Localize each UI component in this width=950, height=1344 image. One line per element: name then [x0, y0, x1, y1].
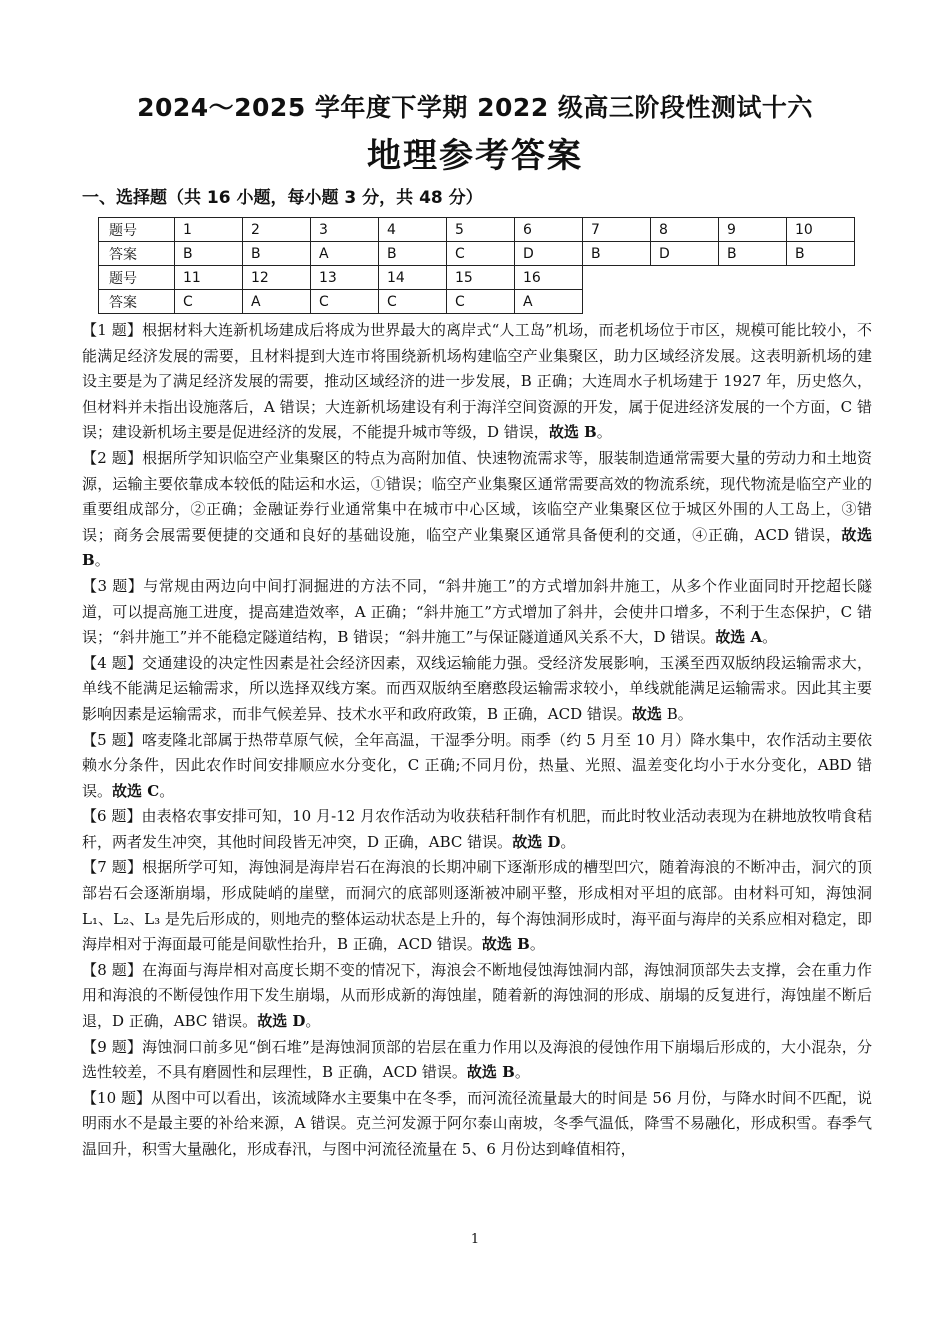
answer-cell: C	[447, 242, 515, 266]
empty-cell	[583, 290, 651, 314]
empty-cell	[719, 266, 787, 290]
answer-cell: A	[515, 290, 583, 314]
explanation-paragraph: 【1 题】根据材料大连新机场建成后将成为世界最大的离岸式“人工岛”机场，而老机场位于市区，规模可能比较小，不能满足经济发展的需要，且材料提到大连市将围绕新机场构建临空产业集聚区，助力区域经济发展。这表明新机场的建设主要是为了满足经济发展的需要，推动区域经济的进一步发展，B 正确；大连周水子机场建于 1927 年，历史悠久，但材料并未指出设施落后，A 错误；大连新机场建设有利于海洋空间资源的开发，属于促进经济发展的一个方面，C 错误；建设新机场主要是促进经济的发展，不能提升城市等级，D 错误，故选 B。	[82, 321, 872, 442]
table-row	[99, 266, 855, 290]
answer-cell: A	[311, 242, 379, 266]
question-number: 2	[243, 218, 311, 242]
answer-cell: C	[379, 290, 447, 314]
explanation-paragraph: 【9 题】海蚀洞口前多见“倒石堆”是海蚀洞顶部的岩层在重力作用以及海浪的侵蚀作用下崩塌后形成的，大小混杂，分选性较差，不具有磨圆性和层理性，B 正确，ACD 错误。故选 B。	[82, 1037, 872, 1082]
explanations	[82, 318, 872, 1163]
question-number: 6	[515, 218, 583, 242]
row-label: 答案	[99, 242, 175, 266]
answer-cell: B	[175, 242, 243, 266]
question-number: 11	[175, 266, 243, 290]
question-number: 9	[719, 218, 787, 242]
row-label: 答案	[99, 290, 175, 314]
question-number: 16	[515, 266, 583, 290]
section-heading: 一、选择题（共 16 小题，每小题 3 分，共 48 分）	[82, 188, 483, 208]
question-number: 13	[311, 266, 379, 290]
explanation-paragraph: 【2 题】根据所学知识临空产业集聚区的特点为高附加值、快速物流需求等，服装制造通常需要大量的劳动力和土地资源，运输主要依靠成本较低的陆运和水运，①错误；临空产业集聚区通常需要高效的物流系统，现代物流是临空产业的重要组成部分，②正确；金融证券行业通常集中在城市中心区域，该临空产业集聚区位于城区外围的人工岛上，③错误；商务会展需要便捷的交通和良好的基础设施，临空产业集聚区通常具备便利的交通，④正确，ACD 错误，故选 B。	[82, 448, 872, 570]
explanation-paragraph: 【8 题】在海面与海岸相对高度长期不变的情况下，海浪会不断地侵蚀海蚀洞内部，海蚀洞顶部失去支撑，会在重力作用和海浪的不断侵蚀作用下发生崩塌，从而形成新的海蚀崖，随着新的海蚀洞的形成、崩塌的反复进行，海蚀崖不断后退，D 正确，ABC 错误。故选 D。	[82, 960, 872, 1031]
empty-cell	[787, 290, 855, 314]
empty-cell	[719, 290, 787, 314]
table-row	[99, 242, 855, 266]
question-number: 5	[447, 218, 515, 242]
answer-cell: B	[243, 242, 311, 266]
question-number: 12	[243, 266, 311, 290]
answer-cell: A	[243, 290, 311, 314]
answer-cell: B	[787, 242, 855, 266]
answer-cell: D	[651, 242, 719, 266]
answer-cell: C	[175, 290, 243, 314]
question-number: 7	[583, 218, 651, 242]
question-number: 3	[311, 218, 379, 242]
question-number: 15	[447, 266, 515, 290]
answer-cell: B	[379, 242, 447, 266]
question-number: 1	[175, 218, 243, 242]
explanation-paragraph: 【6 题】由表格农事安排可知，10 月-12 月农作活动为收获秸秆制作有机肥，而此时牧业活动表现为在耕地放牧啃食秸秆，两者发生冲突，其他时间段皆无冲突，D 正确，ABC 错误。故选 D。	[82, 807, 872, 851]
explanation-paragraph: 【3 题】与常规由两边向中间打洞掘进的方法不同，“斜井施工”的方式增加斜井施工，从多个作业面同时开挖超长隧道，可以提高施工进度，提高建造效率，A 正确；“斜井施工”方式增加了斜井，会使井口增多，不利于生态保护，C 错误；“斜井施工”并不能稳定隧道结构，B 错误；“斜井施工”与保证隧道通风关系不大，D 错误。故选 A。	[82, 576, 872, 647]
empty-cell	[651, 266, 719, 290]
question-number: 14	[379, 266, 447, 290]
page-number: 1	[470, 1232, 480, 1247]
document-title: 2024～2025 学年度下学期 2022 级高三阶段性测试十六	[137, 93, 813, 122]
answer-table	[98, 217, 855, 314]
empty-cell	[583, 266, 651, 290]
explanation-paragraph: 【5 题】喀麦隆北部属于热带草原气候，全年高温，干湿季分明。雨季（约 5 月至 10 月）降水集中，农作活动主要依赖水分条件，因此农作时间安排顺应水分变化，C 正确;不同月份，热量、光照、温差变化均小于水分变化，ABD 错误。故选 C。	[82, 730, 872, 800]
empty-cell	[651, 290, 719, 314]
question-number: 4	[379, 218, 447, 242]
answer-cell: C	[447, 290, 515, 314]
document-subtitle: 地理参考答案	[367, 136, 583, 176]
answer-cell: D	[515, 242, 583, 266]
table-row	[99, 218, 855, 242]
table-row	[99, 290, 855, 314]
row-label: 题号	[99, 266, 175, 290]
question-number: 8	[651, 218, 719, 242]
question-number: 10	[787, 218, 855, 242]
answer-cell: C	[311, 290, 379, 314]
explanation-paragraph: 【10 题】从图中可以看出，该流域降水主要集中在冬季，而河流径流量最大的时间是 56 月份，与降水时间不匹配，说明雨水不是最主要的补给来源，A 错误。克兰河发源于阿尔泰山南坡，冬季气温低，降雪不易融化，形成积雪。春季气温回升，积雪大量融化，形成春汛，与图中河流径流量在 5、6 月份达到峰值相符，	[82, 1088, 872, 1158]
explanation-paragraph: 【4 题】交通建设的决定性因素是社会经济因素，双线运输能力强。受经济发展影响，玉溪至西双版纳段运输需求大，单线不能满足运输需求，所以选择双线方案。而西双版纳至磨憨段运输需求较小，单线就能满足运输需求。因此其主要影响因素是运输需求，而非气候差异、技术水平和政府政策，B 正确，ACD 错误。故选 B。	[82, 653, 872, 723]
explanation-paragraph: 【7 题】根据所学可知，海蚀洞是海岸岩石在海浪的长期冲刷下逐渐形成的槽型凹穴，随着海浪的不断冲击，洞穴的顶部岩石会逐渐崩塌，形成陡峭的崖壁，而洞穴的底部则逐渐被冲刷平整，形成相对平坦的底部。由材料可知，海蚀洞 L₁、L₂、L₃ 是先后形成的，则地壳的整体运动状态是上升的，每个海蚀洞形成时，海平面与海岸的关系应相对稳定，即海岸相对于海面最可能是间歇性抬升，B 正确，ACD 错误。故选 B。	[82, 858, 872, 954]
answer-cell: B	[583, 242, 651, 266]
answer-cell: B	[719, 242, 787, 266]
empty-cell	[787, 266, 855, 290]
row-label: 题号	[99, 218, 175, 242]
